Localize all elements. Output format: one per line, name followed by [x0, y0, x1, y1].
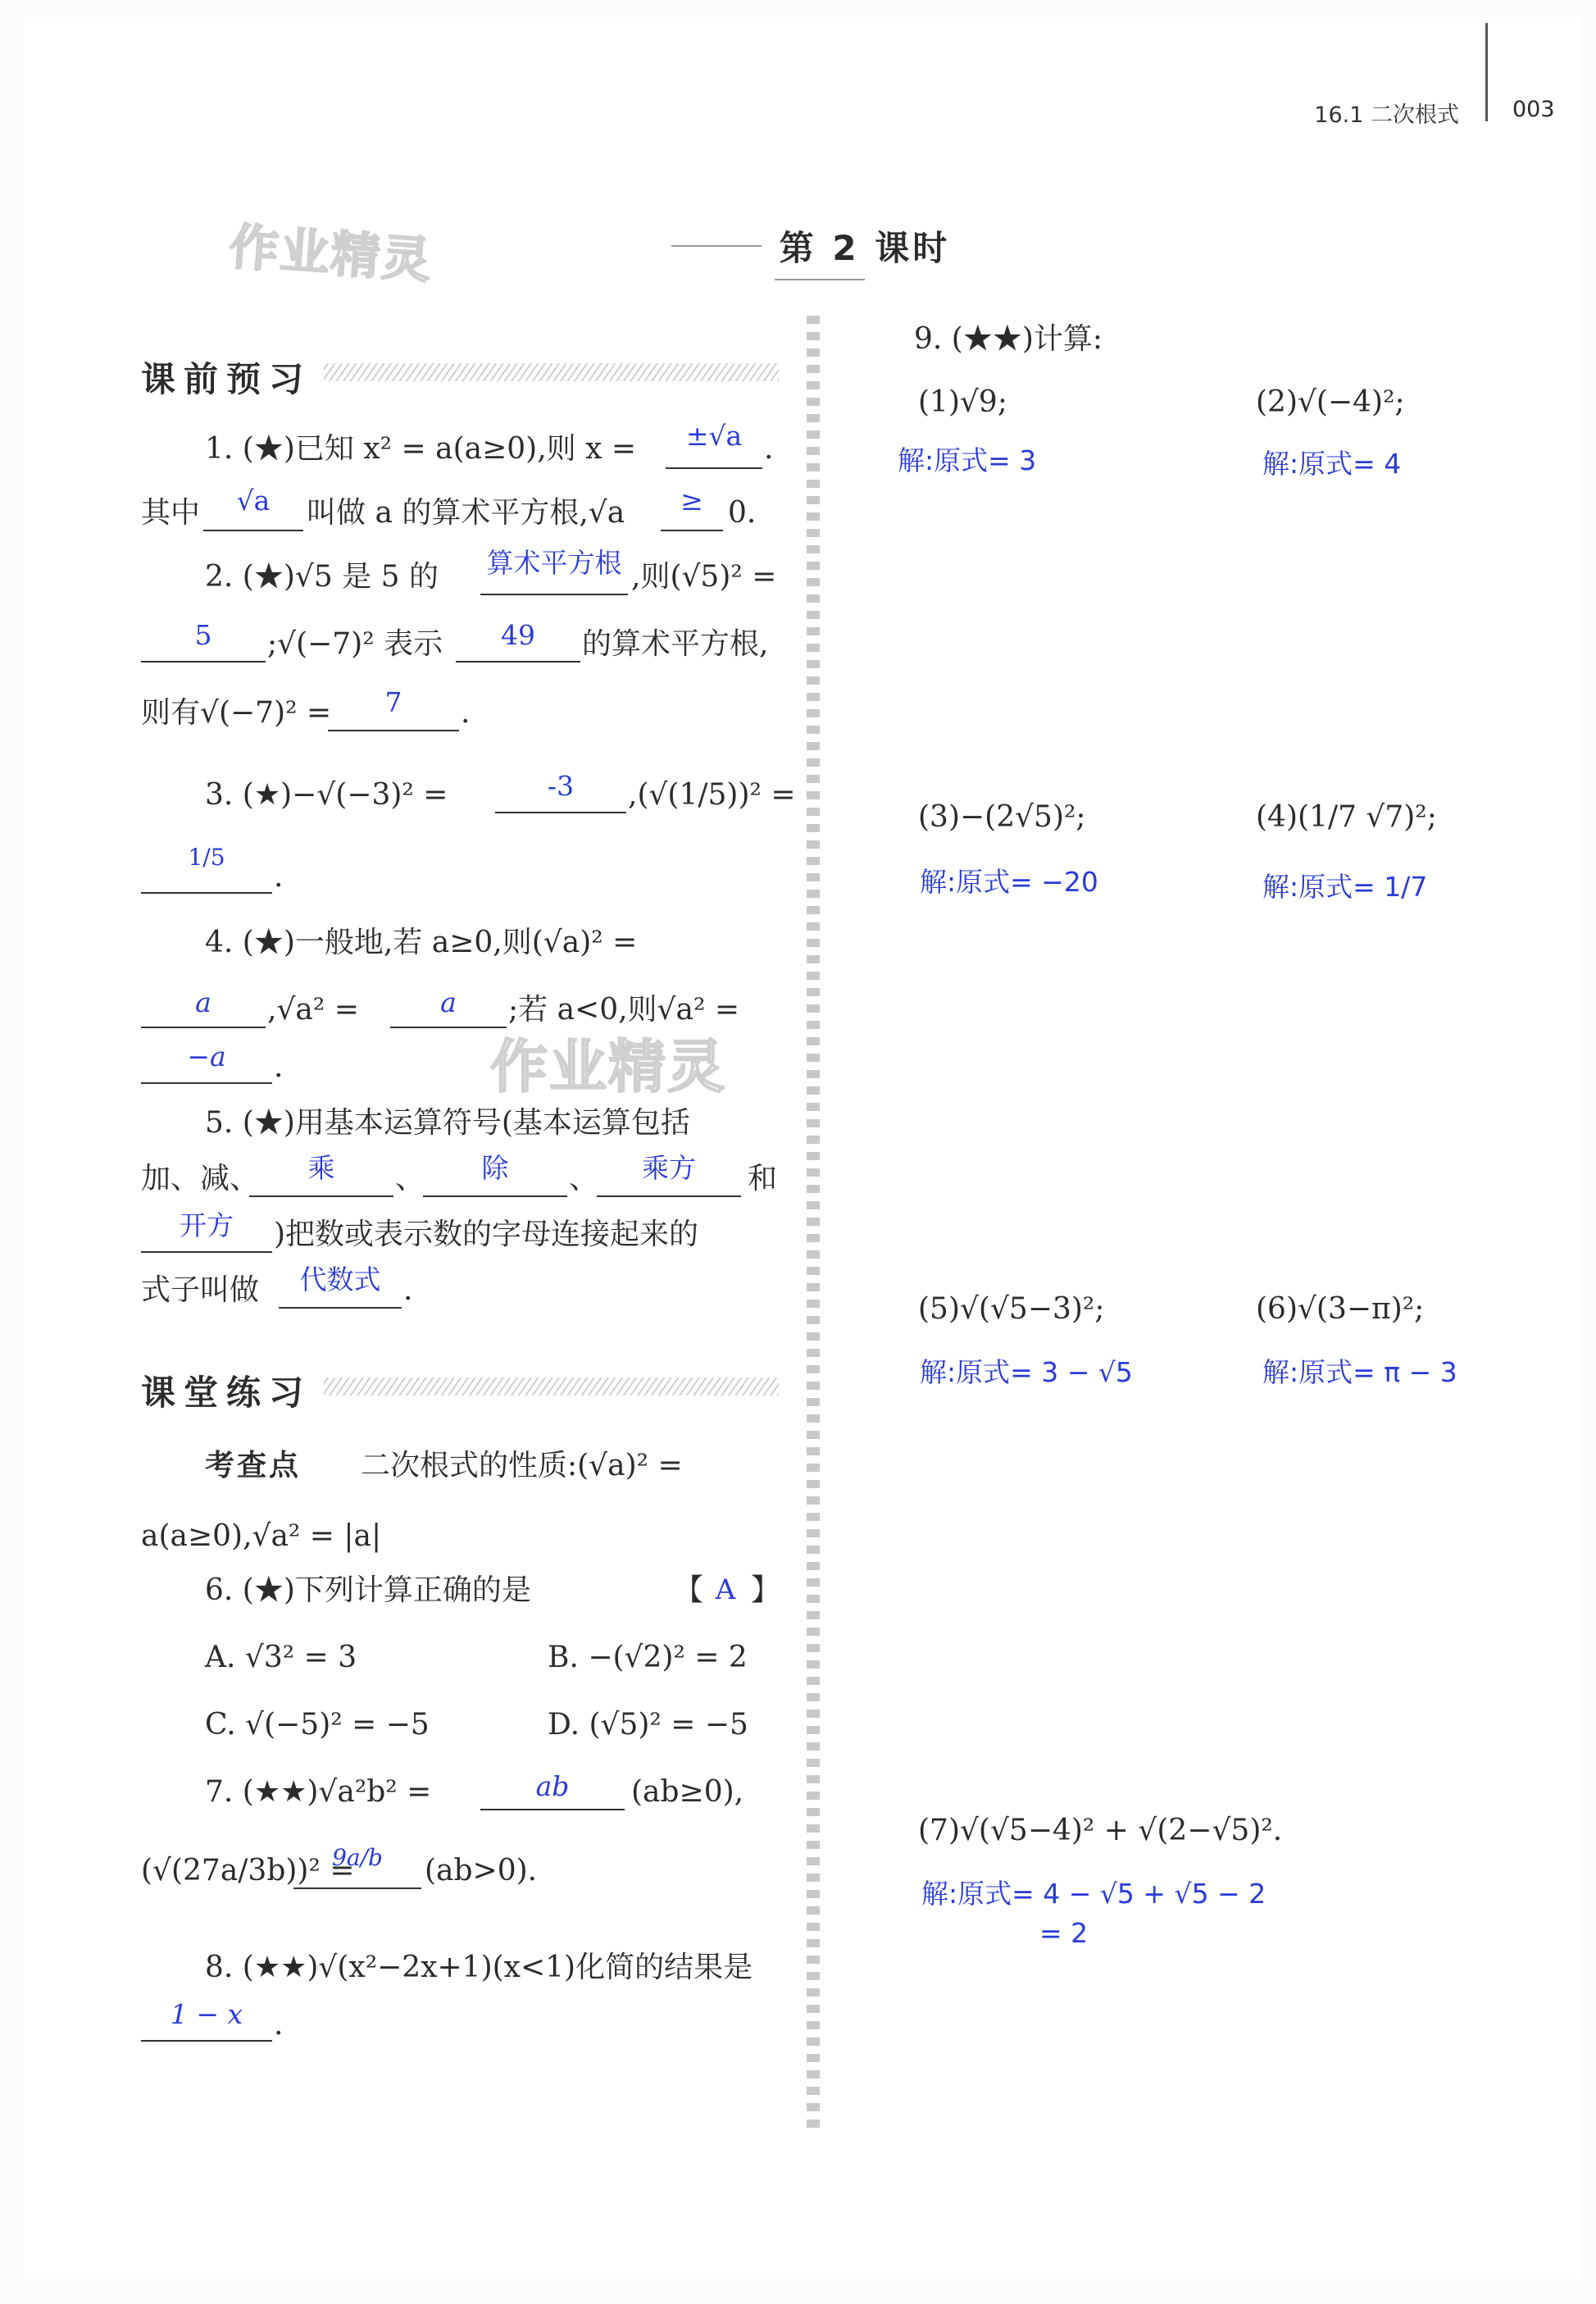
section-hatch — [324, 363, 779, 381]
q4-answer-1: a — [195, 986, 211, 1018]
lesson-title — [631, 221, 1008, 286]
title-ornament-right — [775, 279, 865, 280]
q1-line2-mid: 叫做 a 的算术平方根,√a — [307, 496, 625, 530]
q8-period: . — [274, 2008, 284, 2042]
q9-solution-7-line2: = 2 — [1039, 1917, 1089, 1949]
q2-blank-4 — [328, 730, 459, 731]
q4-blank-2 — [390, 1027, 507, 1028]
q3-answer-1: -3 — [547, 770, 575, 802]
q2-answer-4: 7 — [384, 686, 402, 718]
q4-period: . — [274, 1050, 284, 1084]
q4-blank-3 — [141, 1082, 272, 1084]
q5-blank-5 — [279, 1307, 402, 1309]
checkpoint-text: 二次根式的性质:(√a)² = — [361, 1449, 683, 1482]
q5-answer-3: 乘方 — [642, 1152, 696, 1184]
q4-answer-2: a — [440, 986, 457, 1018]
q2-blank-3 — [456, 661, 580, 663]
q6-stem: 6. (★)下列计算正确的是 — [205, 1573, 531, 1607]
q2-line2-end: 的算术平方根, — [582, 627, 769, 661]
q2-line1-start: 2. (★)√5 是 5 的 — [205, 560, 439, 594]
q9-item-6: (6)√(3−π)²; — [1256, 1292, 1425, 1326]
q2-answer-2: 5 — [194, 619, 212, 651]
q2-answer-3: 49 — [501, 619, 535, 651]
q2-line3: 则有√(−7)² = — [141, 696, 332, 730]
q1-period: . — [764, 432, 774, 466]
q9-item-7: (7)√(√5−4)² + √(2−√5)². — [918, 1814, 1283, 1847]
q3-blank-1 — [495, 812, 626, 813]
q9-solution-5: 解:原式= 3 − √5 — [920, 1356, 1133, 1388]
q5-blank-3 — [597, 1195, 741, 1197]
q5-answer-5: 代数式 — [299, 1264, 381, 1295]
q1-line1: 1. (★)已知 x² = a(a≥0),则 x = — [205, 432, 636, 466]
header-divider — [1485, 23, 1488, 121]
q7-blank-1 — [480, 1809, 625, 1810]
watermark: 作业精灵 — [227, 218, 434, 290]
q9-item-1: (1)√9; — [918, 385, 1007, 419]
q8-line1: 8. (★★)√(x²−2x+1)(x<1)化简的结果是 — [205, 1951, 753, 1984]
q3-blank-2 — [141, 892, 272, 894]
q9-title: 9. (★★)计算: — [914, 322, 1103, 356]
q5-sep-1: 、 — [395, 1162, 425, 1195]
q4-answer-3: −a — [187, 1040, 226, 1072]
q4-blank-1 — [141, 1027, 266, 1028]
q4-line1: 4. (★)一般地,若 a≥0,则(√a)² = — [205, 926, 638, 959]
q9-item-4: (4)(1/7 √7)²; — [1256, 800, 1437, 834]
q7-answer-1: ab — [535, 1770, 570, 1802]
running-header-section: 16.1 二次根式 — [1314, 102, 1459, 128]
q8-blank — [141, 2040, 272, 2042]
q9-solution-3: 解:原式= −20 — [920, 866, 1098, 898]
q9-solution-2: 解:原式= 4 — [1262, 448, 1402, 480]
section-title-practice: 课堂练习 — [141, 1373, 312, 1413]
page-number: 003 — [1512, 97, 1555, 122]
q9-solution-4: 解:原式= 1/7 — [1262, 871, 1428, 903]
q6-option-b: B. −(√2)² = 2 — [548, 1641, 748, 1674]
title-ornament-left — [671, 245, 762, 247]
watermark: 作业精灵 — [490, 1033, 726, 1100]
q3-line1-end: ,(√(1/5))² = — [628, 778, 796, 812]
q6-option-a: A. √3² = 3 — [205, 1641, 357, 1674]
q9-solution-6: 解:原式= π − 3 — [1262, 1356, 1457, 1388]
q3-answer-2: 1/5 — [188, 844, 225, 871]
q7-blank-2 — [293, 1887, 421, 1889]
q5-sep-2: 、 — [569, 1162, 599, 1195]
q2-line1-end: ,则(√5)² = — [631, 560, 777, 594]
q7-line2-end: (ab>0). — [425, 1854, 538, 1887]
q9-item-3: (3)−(2√5)²; — [918, 800, 1086, 834]
q3-line1-start: 3. (★)−√(−3)² = — [205, 778, 448, 812]
q1-line2-start: 其中 — [141, 496, 201, 530]
q1-blank-2 — [203, 530, 303, 531]
q2-blank-1 — [480, 594, 628, 595]
q2-answer-1: 算术平方根 — [486, 547, 622, 579]
q5-and: 和 — [748, 1162, 778, 1195]
q6-bracket-open: 【 — [674, 1573, 704, 1607]
q6-option-d: D. (√5)² = −5 — [548, 1708, 748, 1742]
q1-answer-1: ±√a — [685, 420, 743, 452]
q7-line1-start: 7. (★★)√a²b² = — [205, 1775, 432, 1809]
column-divider — [807, 316, 820, 2132]
q1-line2-end: 0. — [728, 496, 757, 530]
checkpoint-label: 考查点 — [205, 1449, 302, 1482]
q9-item-5: (5)√(√5−3)²; — [918, 1292, 1105, 1326]
q5-answer-1: 乘 — [307, 1152, 335, 1184]
q7-line1-end: (ab≥0), — [631, 1775, 744, 1809]
q4-line2-end: ;若 a<0,则√a² = — [508, 993, 739, 1027]
q1-blank-1 — [666, 467, 762, 469]
q5-blank-4 — [141, 1251, 272, 1253]
q9-item-2: (2)√(−4)²; — [1256, 385, 1405, 419]
q7-line2-start: (√(27a/3b))² = — [141, 1854, 355, 1887]
q9-solution-1: 解:原式= 3 — [898, 444, 1037, 476]
q5-blank-1 — [249, 1195, 393, 1197]
q5-answer-2: 除 — [481, 1152, 509, 1184]
q6-bracket-close: 】 — [751, 1573, 781, 1607]
section-hatch — [324, 1377, 779, 1396]
q5-blank-2 — [423, 1195, 567, 1197]
q7-answer-2: 9a/b — [332, 1844, 383, 1871]
q1-answer-2: √a — [236, 485, 271, 517]
q4-line2-start: ,√a² = — [267, 993, 359, 1027]
q1-blank-3 — [661, 530, 723, 531]
section-title-preview: 课前预习 — [141, 359, 312, 399]
q5-line3: )把数或表示数的字母连接起来的 — [274, 1218, 699, 1251]
q2-line2-start: ;√(−7)² 表示 — [267, 627, 443, 661]
q5-line2-start: 加、减、 — [141, 1162, 260, 1195]
q8-answer: 1 − x — [170, 1998, 243, 2030]
q1-answer-3: ≥ — [680, 485, 703, 517]
q5-line4-start: 式子叫做 — [141, 1273, 260, 1307]
q5-line1: 5. (★)用基本运算符号(基本运算包括 — [205, 1106, 690, 1140]
checkpoint-line2: a(a≥0),√a² = |a| — [141, 1519, 382, 1553]
q6-answer: A — [715, 1573, 736, 1606]
q3-period: . — [274, 860, 284, 894]
q2-blank-2 — [141, 661, 266, 663]
q6-option-c: C. √(−5)² = −5 — [205, 1708, 430, 1742]
q9-solution-7: 解:原式= 4 − √5 + √5 − 2 — [921, 1878, 1266, 1910]
lesson-title-text: 第 2 课时 — [779, 228, 951, 268]
q5-period: . — [403, 1273, 413, 1307]
q2-period: . — [461, 696, 471, 730]
q5-answer-4: 开方 — [180, 1209, 234, 1241]
